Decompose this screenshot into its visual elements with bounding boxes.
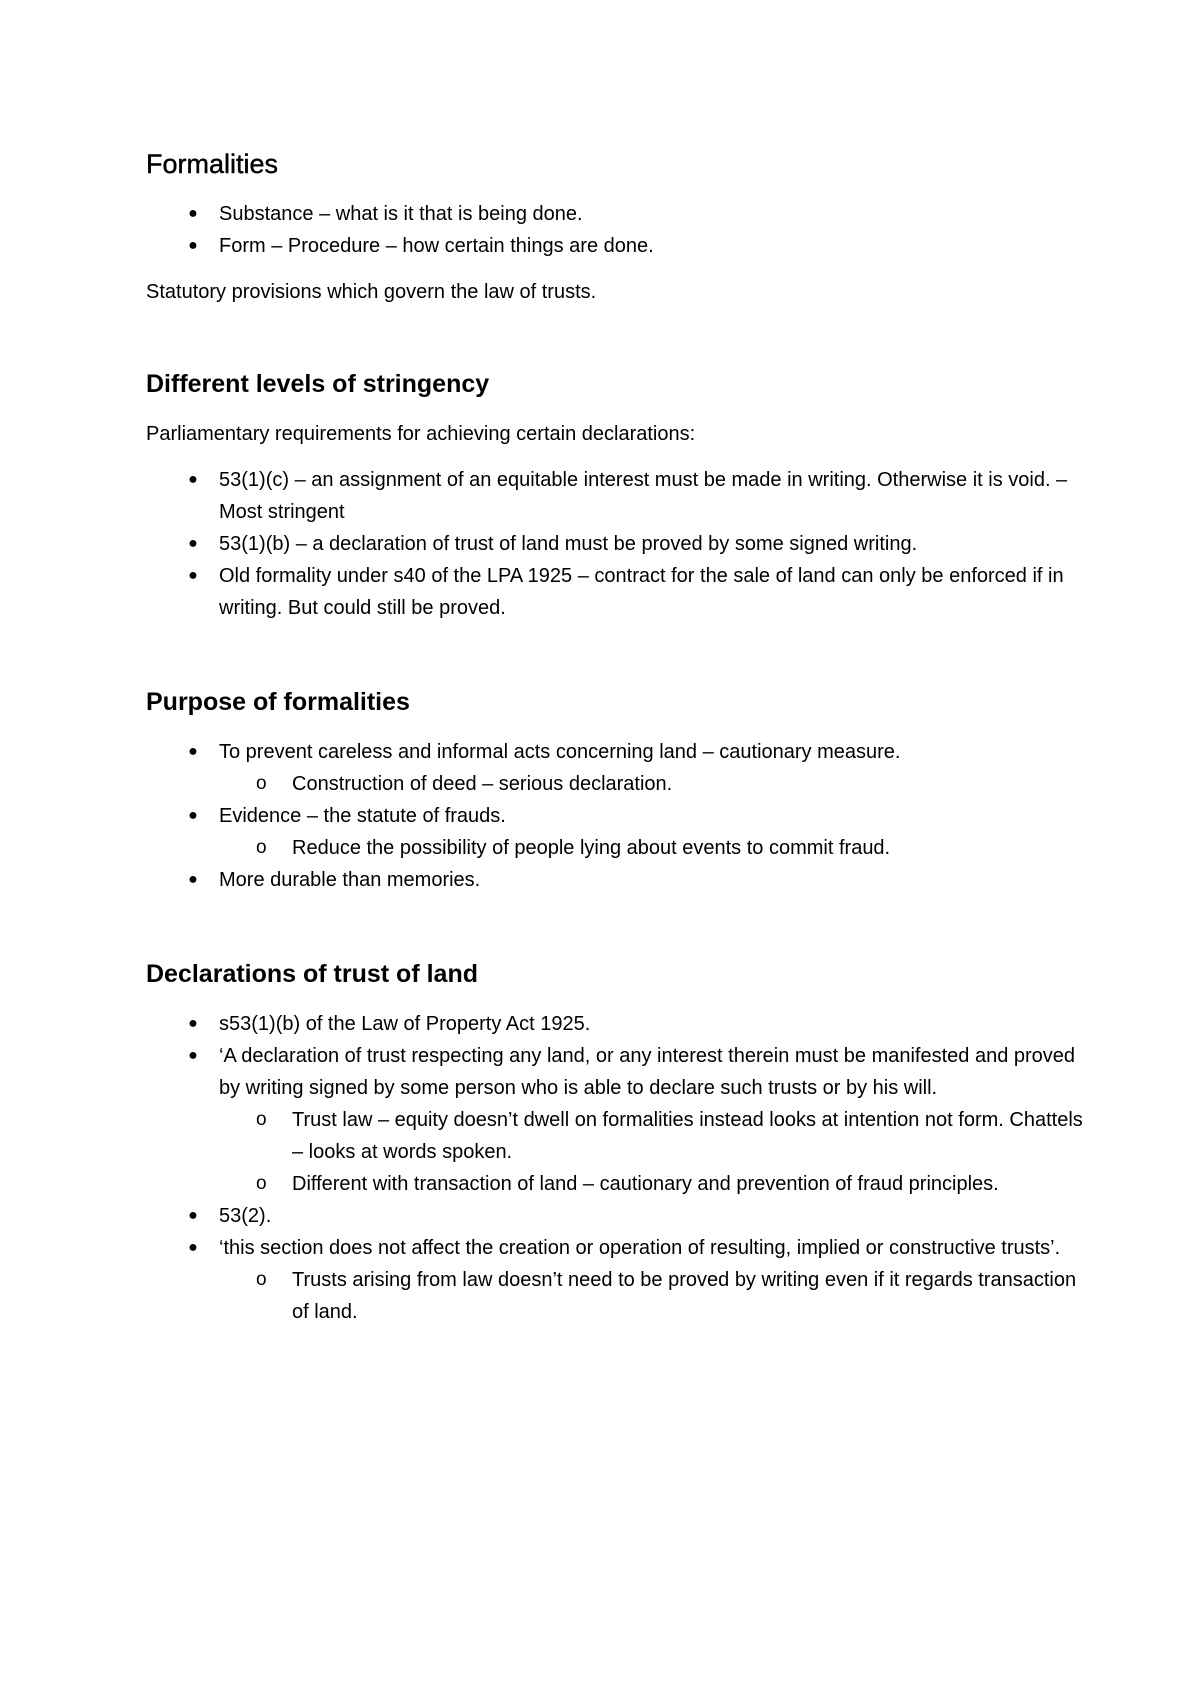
- bullet-list: [146, 800, 1090, 832]
- bullet-icon: ●: [188, 1207, 198, 1224]
- circle-bullet-icon: o: [256, 1269, 267, 1290]
- paragraph: Parliamentary requirements for achieving certain declarations:: [146, 423, 696, 445]
- list-item: ● Old formality under s40 of the LPA 1925 – contract for the sale of land can only be enforced if in writing. But could still be proved.: [146, 560, 1090, 624]
- list-item: ● ‘this section does not affect the creation or operation of resulting, implied or constructive trusts’.: [146, 1232, 1090, 1264]
- circle-bullet-icon: o: [256, 837, 267, 858]
- bullet-icon: ●: [188, 1015, 198, 1032]
- bullet-icon: ●: [188, 1047, 198, 1064]
- section-declarations: [146, 958, 1090, 1328]
- section-title: Declarations of trust of land: [146, 960, 478, 988]
- section-title: Purpose of formalities: [146, 688, 410, 716]
- sub-list-item: o Different with transaction of land – cautionary and prevention of fraud principles.: [146, 1168, 1090, 1200]
- sub-list-item: o Construction of deed – serious declaration.: [146, 768, 1090, 800]
- bullet-list: [146, 464, 1090, 624]
- circle-bullet-icon: o: [256, 773, 267, 794]
- bullet-icon: ●: [188, 205, 198, 222]
- sub-list-item: o Trusts arising from law doesn’t need to be proved by writing even if it regards transaction of land.: [146, 1264, 1090, 1328]
- list-item: ● 53(2).: [146, 1200, 1090, 1232]
- list-item: ● s53(1)(b) of the Law of Property Act 1925.: [146, 1008, 1090, 1040]
- list-item: ● Form – Procedure – how certain things are done.: [146, 230, 1090, 262]
- section-title: Formalities: [146, 149, 279, 179]
- sub-list: [146, 832, 1090, 864]
- bullet-icon: ●: [188, 567, 198, 584]
- bullet-icon: ●: [188, 871, 198, 888]
- bullet-list: [146, 1008, 1090, 1104]
- list-item: ● Evidence – the statute of frauds.: [146, 800, 1090, 832]
- bullet-icon: ●: [188, 743, 198, 760]
- section-purpose: [146, 686, 1090, 896]
- list-item: ● Substance – what is it that is being done.: [146, 198, 1090, 230]
- circle-bullet-icon: o: [256, 1109, 267, 1130]
- bullet-icon: ●: [188, 535, 198, 552]
- bullet-icon: ●: [188, 1239, 198, 1256]
- bullet-list: [146, 198, 1090, 262]
- list-item: ● 53(1)(b) – a declaration of trust of land must be proved by some signed writing.: [146, 528, 1090, 560]
- sub-list: [146, 768, 1090, 800]
- sub-list-item: o Trust law – equity doesn’t dwell on formalities instead looks at intention not form. Chattels – looks at words spoken.: [146, 1104, 1090, 1168]
- list-item: ● To prevent careless and informal acts concerning land – cautionary measure.: [146, 736, 1090, 768]
- bullet-icon: ●: [188, 471, 198, 488]
- section-stringency: [146, 368, 1090, 624]
- bullet-list: [146, 864, 1090, 896]
- sub-list: [146, 1104, 1090, 1200]
- sub-list: [146, 1264, 1090, 1328]
- paragraph: Statutory provisions which govern the law of trusts.: [146, 281, 597, 303]
- list-item: ● More durable than memories.: [146, 864, 1090, 896]
- bullet-list: [146, 736, 1090, 768]
- bullet-icon: ●: [188, 237, 198, 254]
- list-item: ● ‘A declaration of trust respecting any land, or any interest therein must be manifested and proved by writing signed by some person who is able to declare such trusts or by his will.: [146, 1040, 1090, 1104]
- sub-list-item: o Reduce the possibility of people lying about events to commit fraud.: [146, 832, 1090, 864]
- circle-bullet-icon: o: [256, 1173, 267, 1194]
- bullet-icon: ●: [188, 807, 198, 824]
- section-formalities: [146, 148, 1090, 308]
- bullet-list: [146, 1200, 1090, 1264]
- list-item: ● 53(1)(c) – an assignment of an equitable interest must be made in writing. Otherwise it is void. – Most stringent: [146, 464, 1090, 528]
- section-title: Different levels of stringency: [146, 370, 490, 398]
